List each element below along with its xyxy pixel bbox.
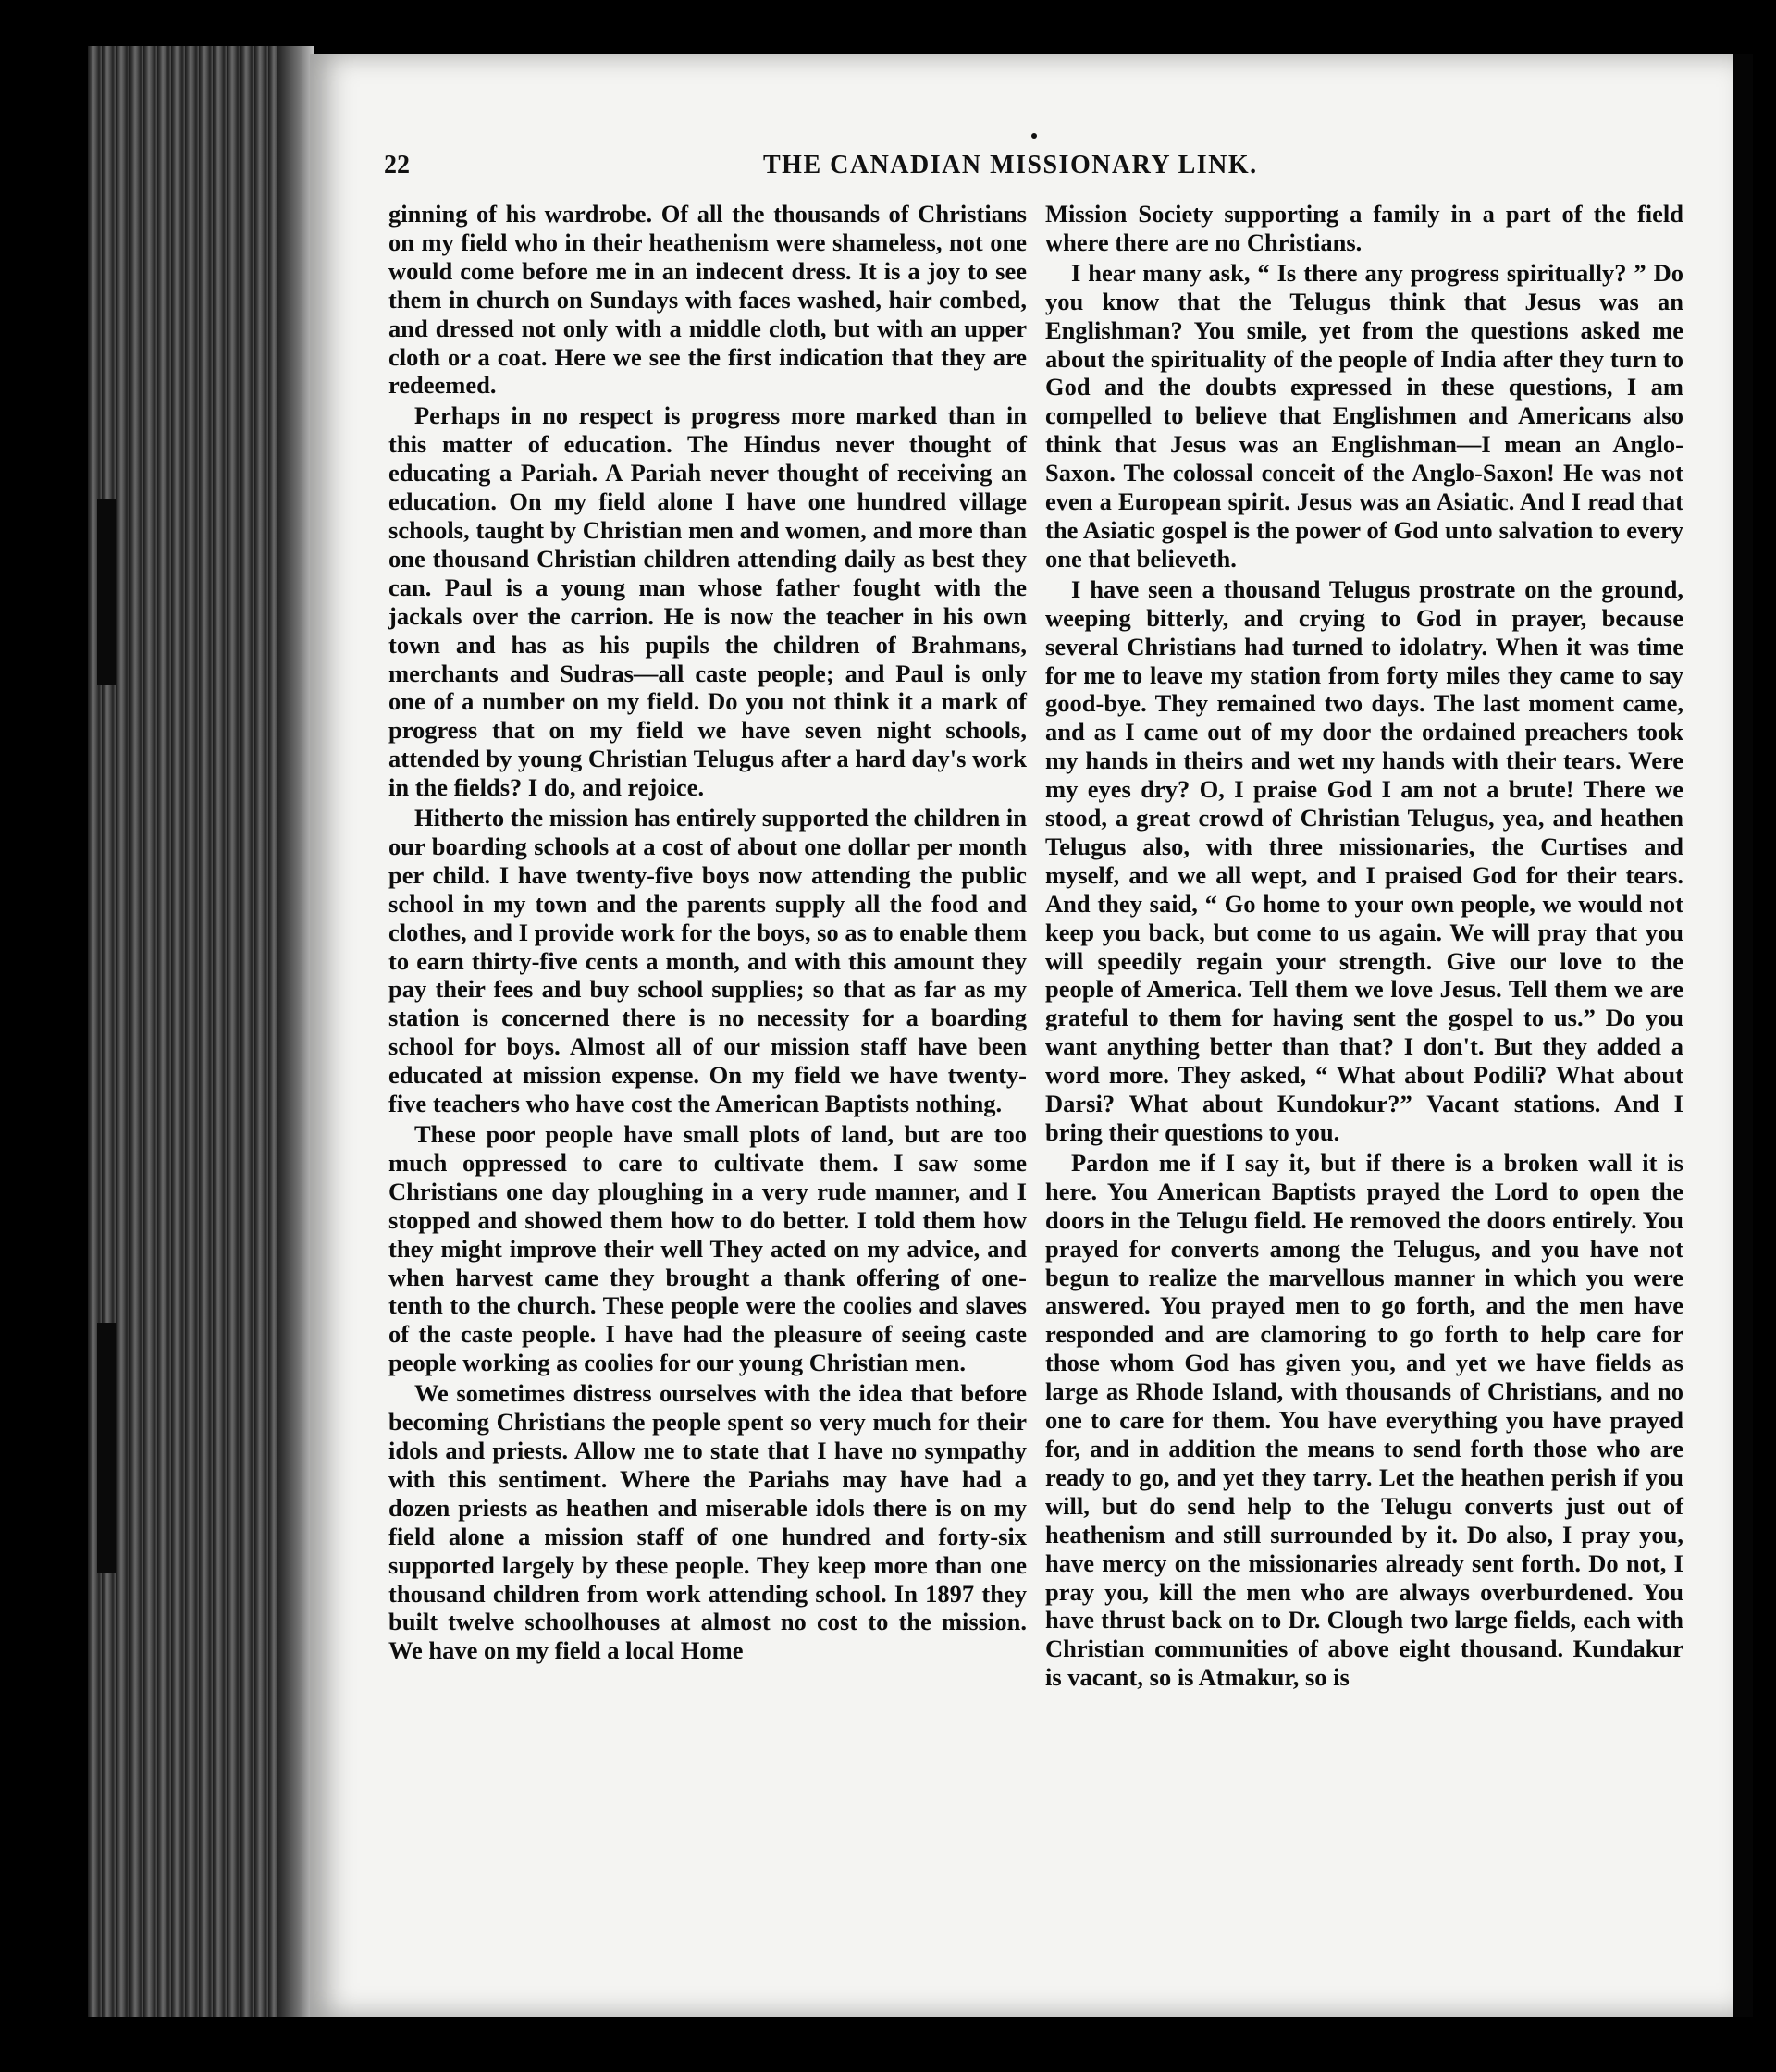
page-number: 22	[384, 151, 410, 179]
printed-page	[310, 54, 1733, 2016]
paragraph: We sometimes distress ourselves with the idea that before becoming Christians the people spent so very much for their idols and priests. Allow me to state that I have no sympathy with this sentiment. Where the Pariahs may have had a dozen priests as heathen and miserable idols there is on my field alone a mission staff of one hundred and forty-six supported largely by these people. They keep more than one thousand children from work attending school. In 1897 they built twelve schoolhouses at almost no cost to the mission. We have on my field a local Home	[388, 1379, 1027, 1665]
page-header	[384, 151, 1660, 188]
paragraph: Mission Society supporting a family in a part of the field where there are no Christians.	[1045, 200, 1684, 256]
page-edge-mark	[97, 500, 116, 684]
paragraph: I have seen a thousand Telugus prostrate on the ground, weeping bitterly, and crying to God in prayer, because several Christians had turned to idolatry. When it was time for me to leave my station from forty miles they came to say good-bye. They remained two days. The last moment came, and as I came out of my door the ordained preachers took my hands in theirs and wet my hands with their tears. Were my eyes dry? O, I praise God I am not a brute! There we stood, a great crowd of Christian Telugus, yea, and heathen Telugus also, with three missionaries, the Curtises and myself, and we all wept, and I praised God for their tears. And they said, “ Go home to your own people, we would not keep you back, but come to us again. We will pray that you will speedily regain your strength. Give our love to the people of America. Tell them we love Jesus. Tell them we are grateful to them for having sent the gospel to us.” Do you want anything better than that? I don't. But they added a word more. They asked, “ What about Podili? What about Darsi? What about Kundokur?” Vacant stations. And I bring their questions to you.	[1045, 574, 1684, 1146]
book-page-edges	[88, 46, 310, 2016]
paragraph: Hitherto the mission has entirely supported the children in our boarding schools at a cost of about one dollar per month per child. I have twenty-five boys now attending the public school in my town and the parents supply all the food and clothes, and I provide work for the boys, so as to enable them to earn thirty-five cents a month, and with this amount they pay their fees and buy school supplies; so that as far as my station is concerned there is no necessity for a boarding school for boys. Almost all of our mission staff have been educated at mission expense. On my field we have twenty-five teachers who have cost the American Baptists nothing.	[388, 804, 1027, 1118]
paragraph: ginning of his wardrobe. Of all the thousands of Christians on my field who in their heathenism were shameless, not one would come before me in an indecent dress. It is a joy to see them in church on Sundays with faces washed, hair combed, and dressed not only with a middle cloth, but with an upper cloth or a coat. Here we see the first indication that they are redeemed.	[388, 200, 1027, 400]
right-column	[1045, 200, 1684, 1692]
gutter-shadow	[278, 46, 314, 2016]
left-column	[388, 200, 1027, 1665]
paragraph: I hear many ask, “ Is there any progress spiritually? ” Do you know that the Telugus think that Jesus was an Englishman? You smile, yet from the questions asked me about the spirituality of the people of India after they turn to God and the doubts expressed in these questions, I am compelled to believe that Englishmen and Americans also think that Jesus was an Englishman—I mean an Anglo-Saxon. The colossal conceit of the Anglo-Saxon! He was not even a European spirit. Jesus was an Asiatic. And I read that the Asiatic gospel is the power of God unto salvation to every one that believeth.	[1045, 258, 1684, 573]
page-edge-mark	[97, 1323, 116, 1572]
page-right-edge	[1733, 54, 1753, 2016]
paragraph: These poor people have small plots of land, but are too much oppressed to care to cultivate them. I saw some Christians one day ploughing in a very rude manner, and I stopped and showed them how to do better. I told them how they might improve their well They acted on my advice, and when harvest came they brought a thank offering of one-tenth to the church. These people were the coolies and slaves of the caste people. I have had the pleasure of seeing caste people working as coolies for our young Christian men.	[388, 1120, 1027, 1377]
paragraph: Perhaps in no respect is progress more marked than in this matter of education. The Hindus never thought of educating a Pariah. A Pariah never thought of receiving an education. On my field alone I have one hundred village schools, taught by Christian men and women, and more than one thousand Christian children attending daily as best they can. Paul is a young man whose father fought with the jackals over the carrion. He is now the teacher in his own town and has as his pupils the children of Brahmans, merchants and Sudras—all caste people; and Paul is only one of a number on my field. Do you not think it a mark of progress that on my field we have seven night schools, attended by young Christian Telugus after a hard day's work in the fields? I do, and rejoice.	[388, 401, 1027, 802]
paragraph: Pardon me if I say it, but if there is a broken wall it is here. You American Baptists prayed the Lord to open the doors in the Telugu field. He removed the doors entirely. You prayed for converts among the Telugus, and you have not begun to realize the marvellous manner in which you were answered. You prayed men to go forth, and the men have responded and are clamoring to go forth to help care for those whom God has given you, and yet we have fields as large as Rhode Island, with thousands of Christians, and no one to care for them. You have everything you have prayed for, and in addition the means to send forth those who are ready to go, and yet they tarry. Let the heathen perish if you will, but do send help to the Telugu converts just out of heathenism and still surrounded by it. Do also, I pray you, have mercy on the missionaries already sent forth. Do not, I pray you, kill the men who are always overburdened. You have thrust back on to Dr. Clough two large fields, each with Christian communities of above eight thousand. Kundakur is vacant, so is Atmakur, so is	[1045, 1148, 1684, 1692]
running-title: THE CANADIAN MISSIONARY LINK.	[763, 151, 1258, 179]
ink-speck	[1031, 133, 1037, 139]
